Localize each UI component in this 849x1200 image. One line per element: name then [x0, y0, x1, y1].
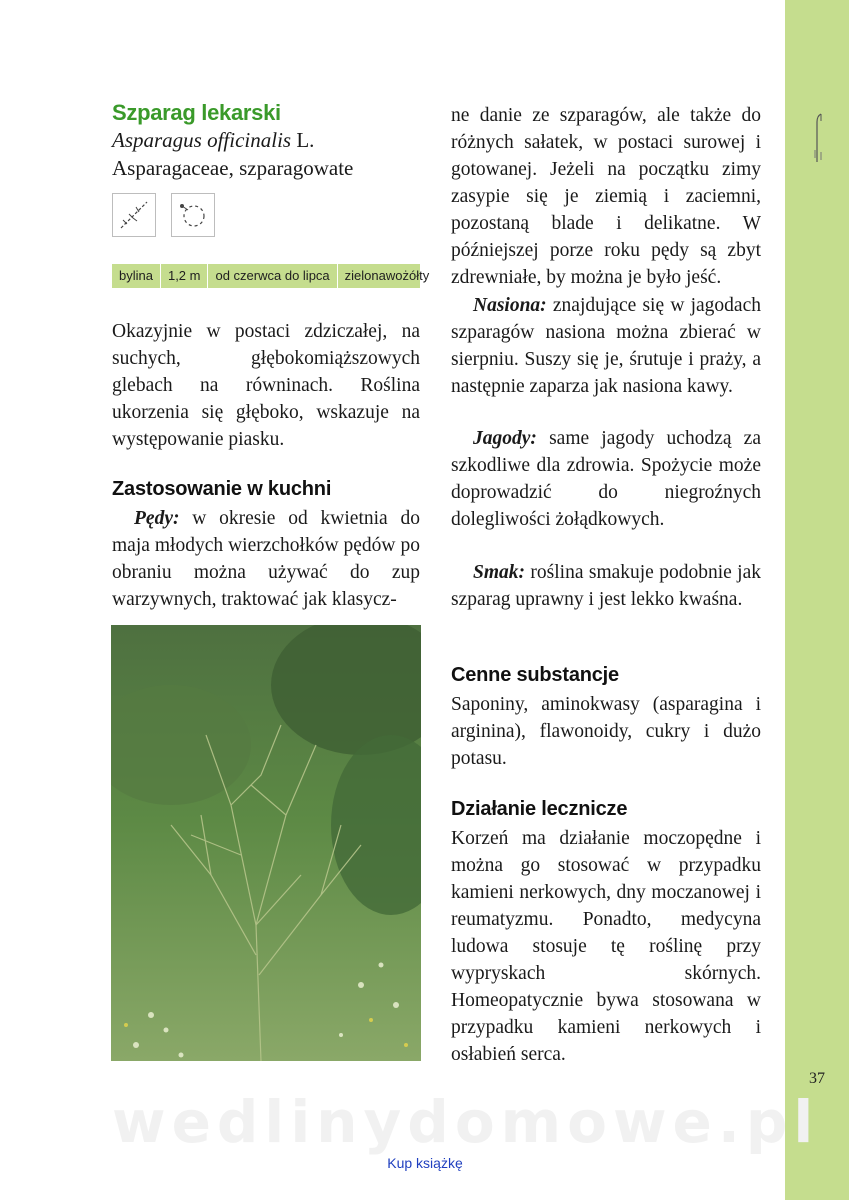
side-margin-band — [785, 0, 849, 1200]
medicinal-heading: Działanie lecznicze — [451, 798, 628, 820]
berries-text: same jagody uchodzą za szkodliwe dla zdrowia. Spożycie może doprowadzić do niegroźnych dolegliwości żołądkowych. — [451, 428, 761, 530]
watermark: wedlinydomowe.pl — [112, 1088, 820, 1156]
page-number: 37 — [809, 1070, 825, 1087]
shoots-continuation: ne danie ze szparagów, ale także do różnych sałatek, w postaci surowej i gotowanej. Jeżeli na początku zimy zasypie się je ziemią i zaciemni, pozostaną blade i delikatne. W późniejszej porze roku pędy są zbyt zdrewniałe, by można je było jeść. — [451, 105, 761, 288]
plant-photo — [111, 625, 421, 1061]
berries-label: Jagody: — [473, 428, 537, 449]
info-type: bylina — [112, 264, 161, 288]
seeds-text: znajdujące się w jagodach szparagów nasiona można zbierać w sierpniu. Suszy się je, śrutuje i praży, a następnie zaparza jak nasiona kawy. — [451, 295, 761, 397]
kitchen-heading: Zastosowanie w kuchni — [112, 478, 332, 500]
latin-genus-species: Asparagus officinalis — [112, 128, 292, 152]
shoots-paragraph — [112, 505, 420, 613]
habitat-paragraph: Okazyjnie w postaci zdziczałej, na suchych, głębokomiąższowych glebach na równinach. Roślina ukorzenia się głęboko, wskazuje na występowanie piasku. — [112, 321, 420, 450]
taste-label: Smak: — [473, 562, 526, 583]
plant-family: Asparagaceae, szparagowate — [112, 156, 354, 180]
taste-text: roślina smakuje podobnie jak szparag uprawny i jest lekko kwaśna. — [451, 562, 761, 610]
berries-paragraph — [451, 425, 761, 533]
latin-name — [112, 128, 314, 153]
seeds-paragraph — [451, 292, 761, 400]
substances-heading: Cenne substancje — [451, 664, 619, 686]
info-height: 1,2 m — [161, 264, 209, 288]
latin-author: L. — [291, 128, 315, 152]
buy-book-link[interactable]: Kup książkę — [387, 1155, 463, 1171]
plant-title: Szparag lekarski — [112, 100, 281, 125]
shoots-label: Pędy: — [134, 508, 180, 529]
info-color: zielonawożółty — [344, 268, 430, 283]
info-flowering: od czerwca do lipca — [208, 264, 337, 288]
substances-paragraph: Saponiny, aminokwasy (asparagina i arginina), flawonoidy, cukry i dużo potasu. — [451, 694, 761, 769]
taste-paragraph — [451, 559, 761, 613]
flower-cluster-icon — [171, 193, 215, 237]
shoots-text: w okresie od kwietnia do maja młodych wierzchołków pędów po obraniu można używać do zup warzywnych, traktować jak klasycz- — [112, 508, 420, 610]
plant-info-bar — [112, 264, 430, 288]
grass-leaf-icon — [112, 193, 156, 237]
plant-stalk-icon — [812, 112, 826, 164]
medicinal-paragraph: Korzeń ma działanie moczopędne i można go stosować w przypadku kamieni nerkowych, dny moczanowej i reumatyzmu. Ponadto, medycyna ludowa stosuje tę roślinę przy wypryskach skórnych. Homeopatycznie bywa stosowana w przypadku kamieni nerkowych i osłabień serca. — [451, 828, 761, 1065]
seeds-label: Nasiona: — [473, 295, 547, 316]
